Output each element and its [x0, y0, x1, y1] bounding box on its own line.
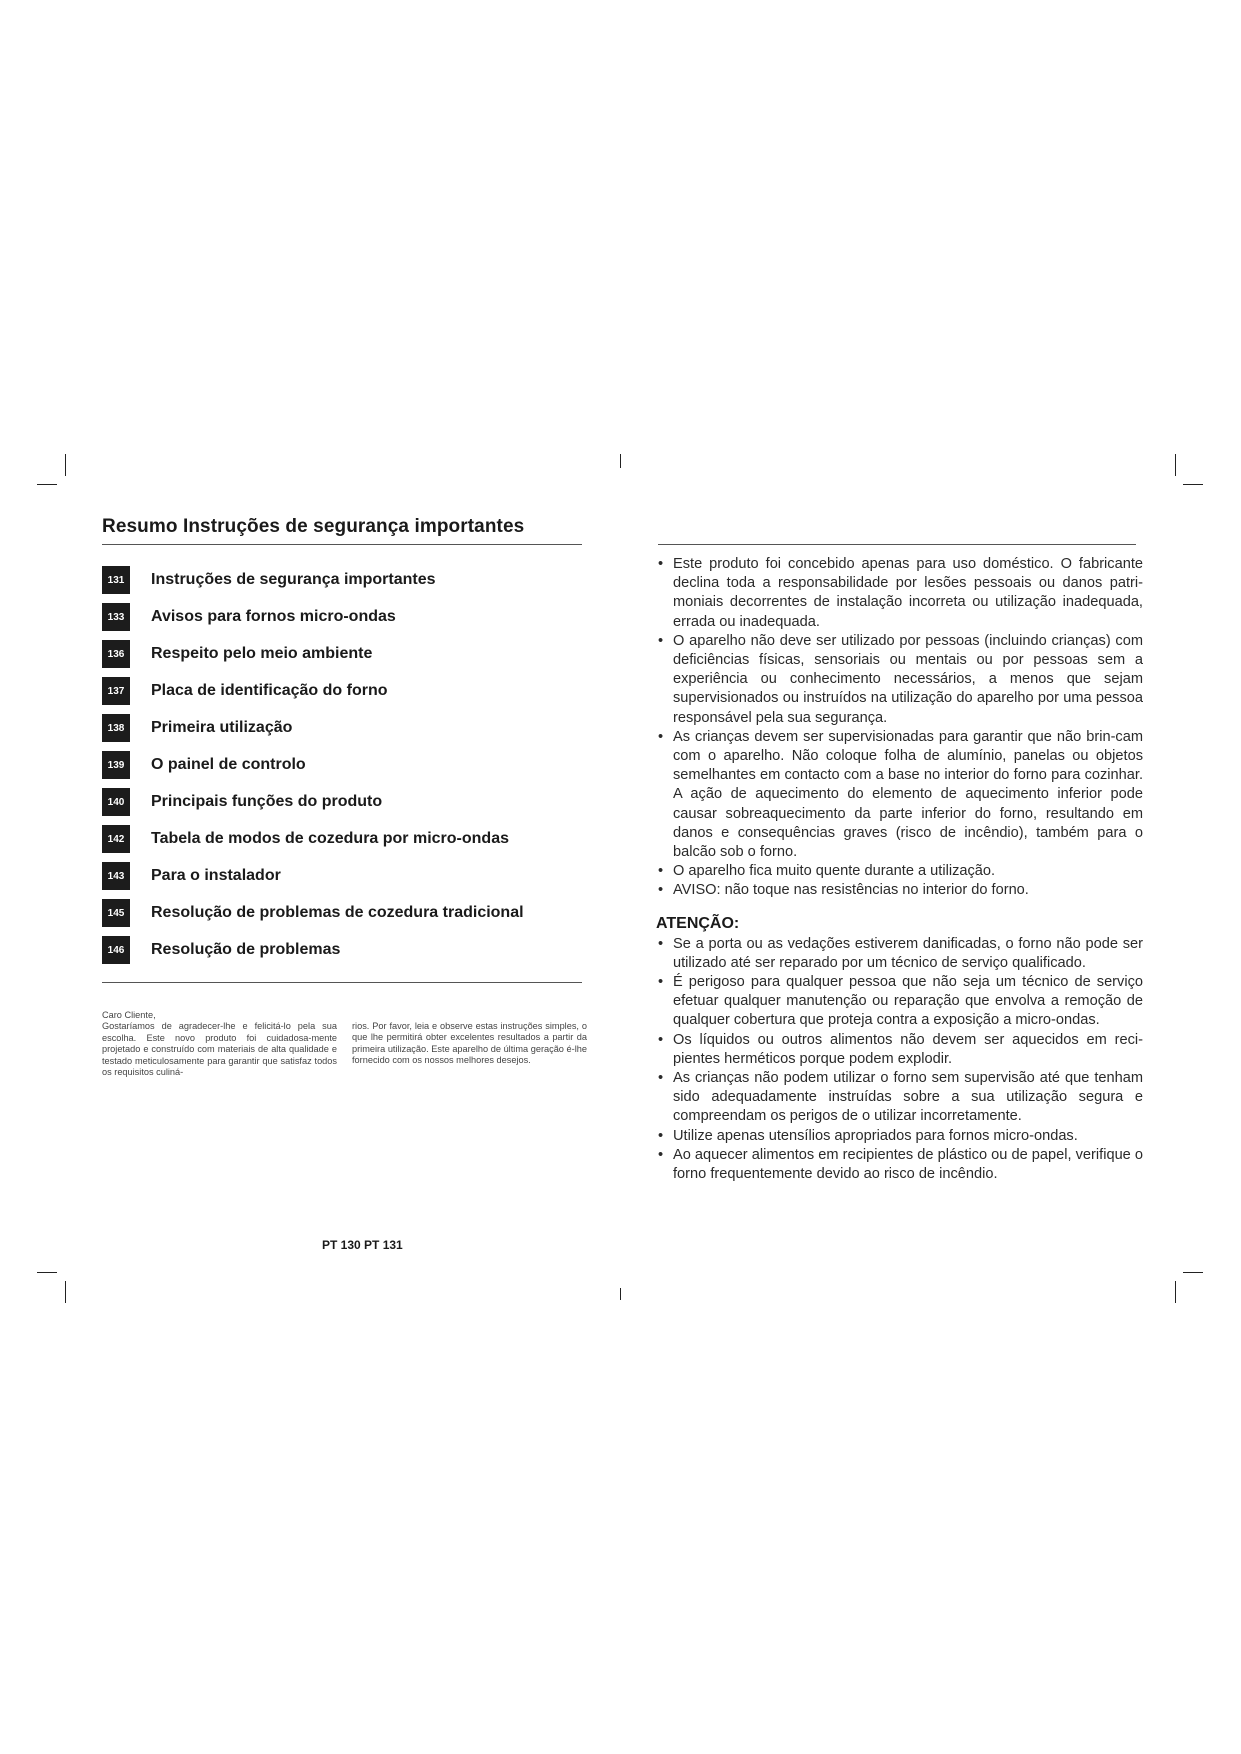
toc-label: Tabela de modos de cozedura por micro-ondas	[151, 830, 509, 847]
page-number-badge: 138	[102, 714, 130, 742]
toc-label: Avisos para fornos micro-ondas	[151, 608, 396, 625]
attention-list	[656, 935, 1143, 1185]
toc-item[interactable]	[102, 788, 382, 816]
page-number-badge: 137	[102, 677, 130, 705]
intro-text-1: Gostaríamos de agradecer-lhe e felicitá-lo pela sua escolha. Este novo produto foi cuidadosa-mente projetado e construído com materiais de alta qualidade e testado meticulosamente para garantir que satisfaz todos os requisitos culiná-	[102, 1021, 337, 1078]
page-number-badge: 146	[102, 936, 130, 964]
crop-mark	[65, 1281, 66, 1303]
crop-mark	[620, 1288, 621, 1300]
toc-item[interactable]	[102, 677, 388, 705]
list-item: • As crianças não podem utilizar o forno sem supervisão até que tenham sido adequadamente instruídas sobre a sua utilização segura e compreendam os perigos de o utilizar incorretamente.	[656, 1069, 1143, 1127]
toc-item[interactable]	[102, 640, 372, 668]
attention-heading: ATENÇÃO:	[656, 914, 740, 932]
right-top-divider	[658, 544, 1136, 545]
toc-item[interactable]	[102, 899, 524, 927]
safety-instructions	[656, 555, 1143, 1184]
toc-label: O painel de controlo	[151, 756, 306, 773]
list-item: • O aparelho não deve ser utilizado por pessoas (incluindo crianças) com deficiências físicas, sensoriais ou mentais ou por pessoas sem a experiência ou conhecimento necessários, a menos que sejam supervisionados ou instruídos na utilização do aparelho por uma pessoa responsável pela sua segurança.	[656, 632, 1143, 728]
safety-list	[656, 555, 1143, 901]
toc-item[interactable]	[102, 566, 436, 594]
crop-mark	[1183, 484, 1203, 485]
crop-mark	[620, 454, 621, 468]
intro-column-2	[352, 1021, 587, 1067]
toc-label: Para o instalador	[151, 867, 281, 884]
list-item: • Utilize apenas utensílios apropriados para fornos micro-ondas.	[656, 1127, 1143, 1146]
page-number-badge: 133	[102, 603, 130, 631]
toc-item[interactable]	[102, 751, 306, 779]
title-divider	[102, 544, 582, 545]
greeting: Caro Cliente,	[102, 1010, 156, 1020]
crop-mark	[37, 1272, 57, 1273]
toc-divider	[102, 982, 582, 983]
list-item: • É perigoso para qualquer pessoa que não seja um técnico de serviço efetuar qualquer manutenção ou reparação que envolva a remoção de qualquer cobertura que proteja contra a exposição a micro-ondas.	[656, 973, 1143, 1031]
list-item: • O aparelho fica muito quente durante a utilização.	[656, 862, 1143, 881]
crop-mark	[1183, 1272, 1203, 1273]
toc-item[interactable]	[102, 603, 396, 631]
list-item: • As crianças devem ser supervisionadas para garantir que não brin-cam com o aparelho. Não coloque folha de alumínio, panelas ou objetos semelhantes em contacto com a base no interior do forno para cozinhar. A ação de aquecimento do elemento de aquecimento inferior pode causar sobreaquecimento da parte inferior do forno, resultando em danos e consequências graves (risco de incêndio), também para o balcão sob o forno.	[656, 728, 1143, 862]
toc-label: Placa de identificação do forno	[151, 682, 388, 699]
crop-mark	[65, 454, 66, 476]
page-number-badge: 131	[102, 566, 130, 594]
intro-text-2: rios. Por favor, leia e observe estas instruções simples, o que lhe permitirá obter excelentes resultados a partir da primeira utilização. Este aparelho de última geração é-lhe fornecido com os nossos melhores desejos.	[352, 1021, 587, 1066]
toc-item[interactable]	[102, 936, 340, 964]
list-item: • Os líquidos ou outros alimentos não devem ser aquecidos em reci-pientes herméticos porque podem explodir.	[656, 1031, 1143, 1069]
list-item: • Ao aquecer alimentos em recipientes de plástico ou de papel, verifique o forno frequentemente devido ao risco de incêndio.	[656, 1146, 1143, 1184]
page-number-badge: 139	[102, 751, 130, 779]
crop-mark	[1175, 454, 1176, 476]
page-number-badge: 142	[102, 825, 130, 853]
toc-item[interactable]	[102, 714, 292, 742]
list-item: • Este produto foi concebido apenas para uso doméstico. O fabricante declina toda a responsabilidade por lesões pessoais ou danos patri-moniais decorrentes de instalação incorreta ou utilização inadequada, errada ou inadequada.	[656, 555, 1143, 632]
page-number-badge: 145	[102, 899, 130, 927]
toc-label: Principais funções do produto	[151, 793, 383, 810]
toc-label: Resolução de problemas	[151, 941, 341, 958]
page-footer: PT 130 PT 131	[322, 1238, 403, 1252]
page-number-badge: 136	[102, 640, 130, 668]
toc-label: Respeito pelo meio ambiente	[151, 645, 373, 662]
crop-mark	[1175, 1281, 1176, 1303]
page-number-badge: 140	[102, 788, 130, 816]
page-title: Resumo Instruções de segurança importantes	[102, 516, 525, 537]
toc-label: Resolução de problemas de cozedura tradicional	[151, 904, 524, 921]
crop-mark	[37, 484, 57, 485]
list-item: • AVISO: não toque nas resistências no interior do forno.	[656, 881, 1143, 900]
intro-column-1	[102, 1010, 337, 1078]
toc-item[interactable]	[102, 862, 281, 890]
list-item: • Se a porta ou as vedações estiverem danificadas, o forno não pode ser utilizado até ser reparado por um técnico de serviço qualificado.	[656, 935, 1143, 973]
page-number-badge: 143	[102, 862, 130, 890]
toc-label: Instruções de segurança importantes	[151, 571, 436, 588]
toc-item[interactable]	[102, 825, 509, 853]
toc-label: Primeira utilização	[151, 719, 293, 736]
